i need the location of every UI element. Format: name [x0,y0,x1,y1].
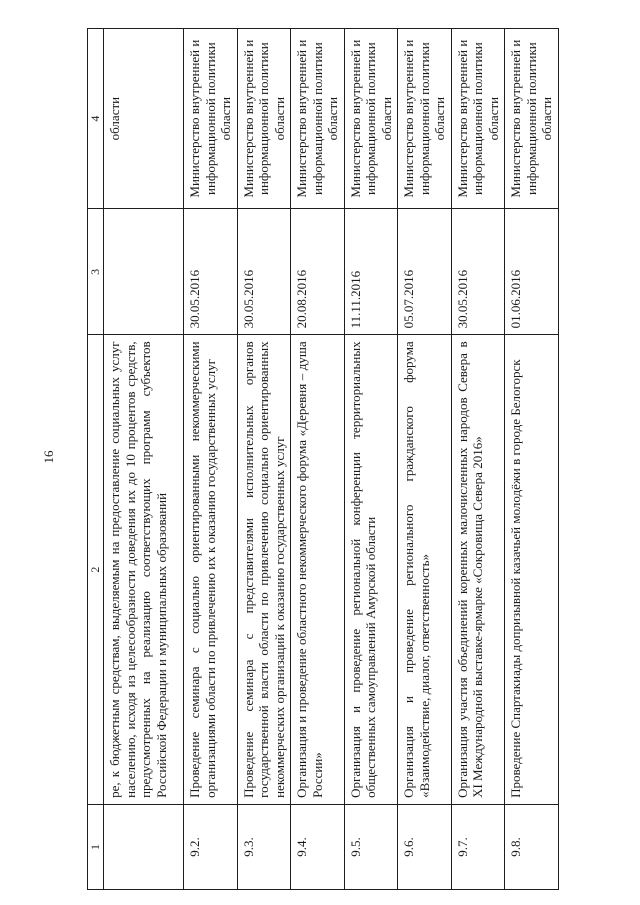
column-header-3: 3 [88,209,104,335]
row-activity: Проведение семинара с представителями исполнительных органов государственной власти области по привлечению социально ориентированных некоммерческих организаций к оказанию государственных услуг [237,335,291,805]
row-number: 9.7. [451,804,505,889]
row-date [104,209,184,335]
table-row [398,29,452,890]
row-date: 30.05.2016 [237,209,291,335]
row-number: 9.4. [291,804,345,889]
row-activity: Организация и проведение региональной конференции территориальных общественных самоуправлений Амурской области [344,335,398,805]
row-date: 20.08.2016 [291,209,345,335]
row-activity: ре, к бюджетным средствам, выделяемым на предоставление социальных услуг населению, исходя из целесообразности доведения их до 10 процентов средств, предусмотренных на реализацию соответствующих программ субъектов Российской Федерации и муниципальных образований [104,335,184,805]
row-responsible: Министерство внутренней и информационной политики области [237,29,291,209]
row-activity: Проведение семинара с социально ориентированными некоммерческими организациями области по привлечению их к оказанию государственных услуг [184,335,238,805]
row-date: 30.05.2016 [184,209,238,335]
row-activity: Организация участия объединений коренных малочисленных народов Севера в XI Международной выставке-ярмарке «Сокровища Севера 2016» [451,335,505,805]
column-header-2: 2 [88,335,104,805]
row-number: 9.8. [505,804,559,889]
row-responsible: области [104,29,184,209]
rotated-page-content [87,28,593,890]
table-row [505,29,559,890]
row-responsible: Министерство внутренней и информационной политики области [184,29,238,209]
table-row [184,29,238,890]
column-header-1: 1 [88,804,104,889]
row-date: 30.05.2016 [451,209,505,335]
row-responsible: Министерство внутренней и информационной политики области [398,29,452,209]
row-number: 9.6. [398,804,452,889]
table-row [104,29,184,890]
table-header-row [88,29,104,890]
table-row [291,29,345,890]
row-number: 9.3. [237,804,291,889]
table-row [451,29,505,890]
row-number: 9.5. [344,804,398,889]
row-date: 11.11.2016 [344,209,398,335]
row-number: 9.2. [184,804,238,889]
row-activity: Проведение Спартакиады допризывной казачьей молодёжи в городе Белогорск [505,335,559,805]
row-responsible: Министерство внутренней и информационной политики области [344,29,398,209]
row-responsible: Министерство внутренней и информационной политики области [291,29,345,209]
row-responsible: Министерство внутренней и информационной политики области [451,29,505,209]
row-activity: Организация и проведение регионального гражданского форума «Взаимодействие, диалог, ответственность» [398,335,452,805]
row-responsible: Министерство внутренней и информационной политики области [505,29,559,209]
row-activity: Организация и проведение областного некоммерческого форума «Деревня – душа России» [291,335,345,805]
page-number: 16 [41,450,56,464]
activities-table [87,28,559,890]
table-row [344,29,398,890]
row-date: 01.06.2016 [505,209,559,335]
row-date: 05.07.2016 [398,209,452,335]
row-number [104,804,184,889]
column-header-4: 4 [88,29,104,209]
table-row [237,29,291,890]
